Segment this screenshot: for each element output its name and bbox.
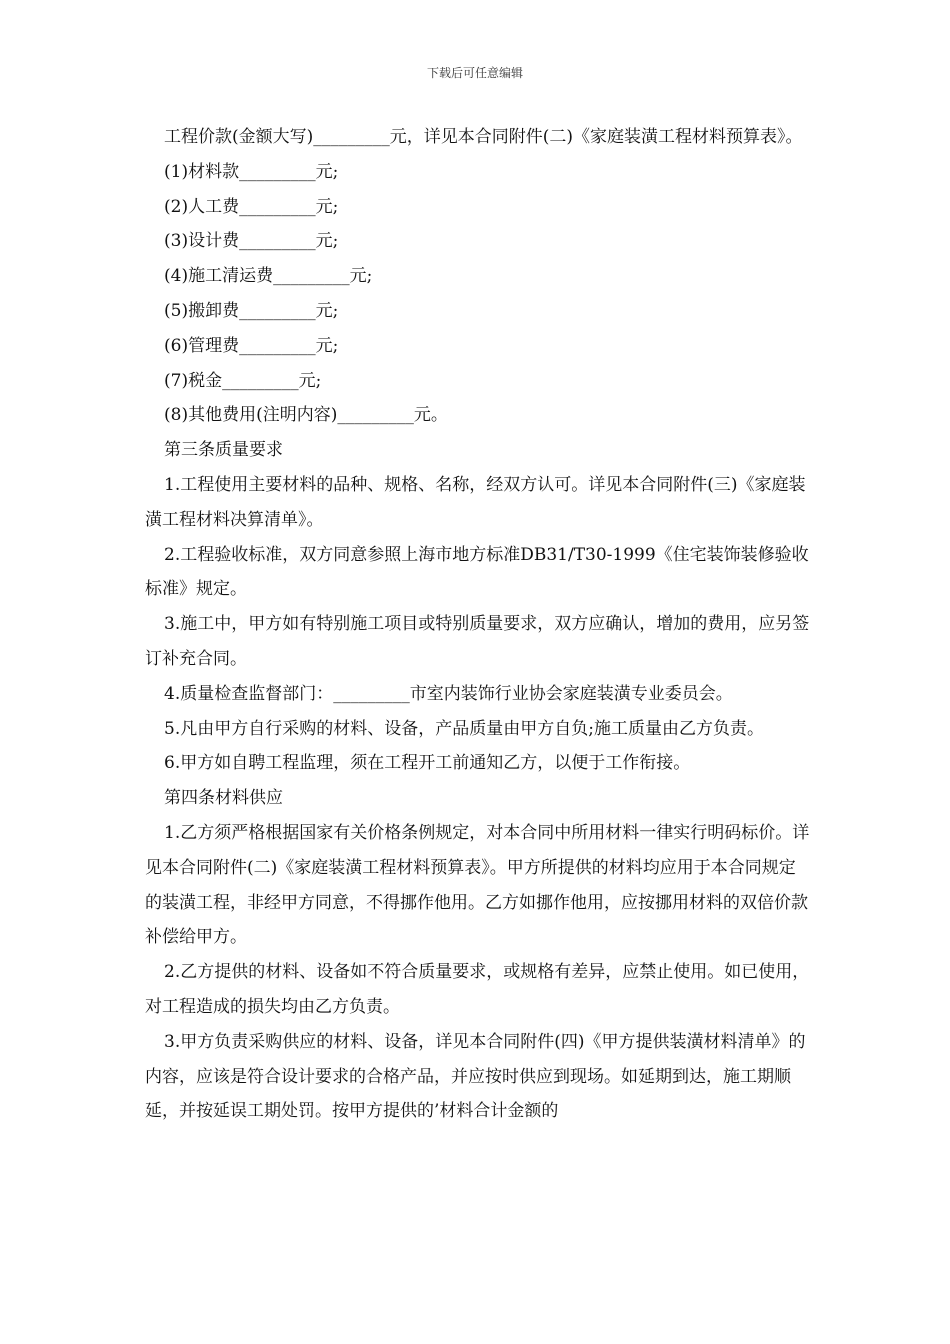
paragraph-labor-fee: (2)人工费_________元; (164, 196, 339, 217)
document-body (145, 120, 810, 1129)
paragraph-management-fee: (6)管理费_________元; (164, 335, 339, 356)
paragraph-other-fee: (8)其他费用(注明内容)_________元。 (164, 405, 448, 426)
paragraph-design-fee: (3)设计费_________元; (164, 231, 339, 252)
paragraph-quality-4: 4.质量检查监督部门：_________市室内装饰行业协会家庭装潢专业委员会。 (164, 683, 733, 704)
paragraph-quality-5: 5.凡由甲方自行采购的材料、设备，产品质量由甲方自负;施工质量由乙方负责。 (164, 718, 764, 739)
paragraph-quality-6: 6.甲方如自聘工程监理，须在工程开工前通知乙方，以便于工作衔接。 (164, 753, 691, 774)
section-heading-quality: 第三条质量要求 (164, 440, 283, 461)
section-heading-materials: 第四条材料供应 (164, 788, 283, 809)
page-header: 下载后可任意编辑 (426, 66, 523, 80)
paragraph-price: 工程价款(金额大写)_________元，详见本合同附件(二)《家庭装潢工程材料预算表》。 (164, 127, 803, 147)
paragraph-materials-1: 1.乙方须严格根据国家有关价格条例规定，对本合同中所用材料一律实行明码标价。详见本合同附件(二)《家庭装潢工程材料预算表》。甲方所提供的材料均应用于本合同规定的装潢工程，非经甲方同意，不得挪作他用。乙方如挪作他用，应按挪用材料的双倍价款补偿给甲方。 (145, 822, 810, 948)
paragraph-quality-1: 1.工程使用主要材料的品种、规格、名称，经双方认可。详见本合同附件(三)《家庭装潢工程材料决算清单》。 (145, 474, 806, 530)
paragraph-cleanup-fee: (4)施工清运费_________元; (164, 266, 373, 287)
paragraph-quality-2: 2.工程验收标准，双方同意参照上海市地方标准DB31/T30-1999《住宅装饰装修验收标准》规定。 (145, 544, 809, 600)
paragraph-handling-fee: (5)搬卸费_________元; (164, 300, 339, 321)
paragraph-tax: (7)税金_________元; (164, 370, 322, 391)
paragraph-materials-3: 3.甲方负责采购供应的材料、设备，详见本合同附件(四)《甲方提供装潢材料清单》的内容，应该是符合设计要求的合格产品，并应按时供应到现场。如延期到达，施工期顺延，并按延误工期处罚。按甲方提供的’材料合计金额的 (145, 1031, 806, 1122)
paragraph-quality-3: 3.施工中，甲方如有特别施工项目或特别质量要求，双方应确认，增加的费用，应另签订补充合同。 (145, 614, 810, 669)
paragraph-material-fee: (1)材料款_________元; (164, 161, 339, 182)
paragraph-materials-2: 2.乙方提供的材料、设备如不符合质量要求，或规格有差异，应禁止使用。如已使用，对工程造成的损失均由乙方负责。 (145, 962, 810, 1017)
